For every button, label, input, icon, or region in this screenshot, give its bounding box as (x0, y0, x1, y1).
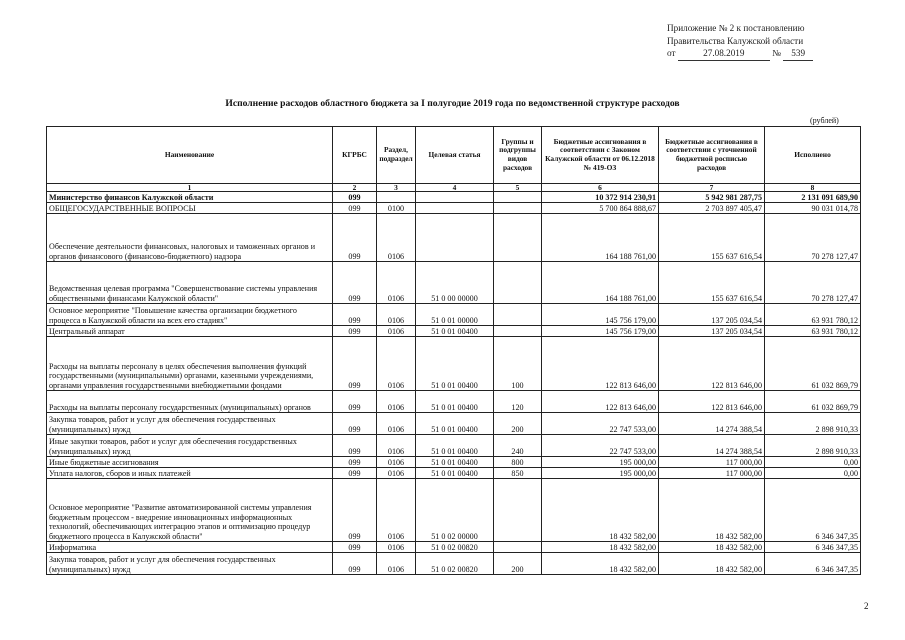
cell-schedule-allocation: 137 205 034,54 (659, 304, 765, 326)
cell-section: 0106 (377, 391, 416, 413)
col-header-target: Целевая статья (416, 127, 494, 184)
cell-schedule-allocation: 117 000,00 (659, 468, 765, 479)
col-header-executed: Исполнено (765, 127, 861, 184)
units-label: (рублей) (810, 116, 839, 125)
cell-kgrbs: 099 (333, 553, 377, 575)
cell-expense-group (494, 214, 542, 262)
cell-name: Основное мероприятие "Повышение качества организации бюджетного процесса в Калужской области на всех его стадиях" (47, 304, 333, 326)
cell-name: Расходы на выплаты персоналу в целях обеспечения выполнения функций государственными (муниципальными) органами, казенными учреждениями, органами управления государственными внебюджетными фондами (47, 337, 333, 391)
cell-expense-group: 240 (494, 435, 542, 457)
cell-target: 51 0 01 00400 (416, 413, 494, 435)
cell-law-allocation: 195 000,00 (542, 457, 659, 468)
table-row (47, 203, 861, 214)
col-number: 1 (47, 184, 333, 192)
cell-section: 0106 (377, 468, 416, 479)
cell-section: 0100 (377, 203, 416, 214)
table-row (47, 326, 861, 337)
cell-kgrbs: 099 (333, 214, 377, 262)
table-body (47, 192, 861, 575)
cell-expense-group (494, 203, 542, 214)
cell-section: 0106 (377, 435, 416, 457)
table-row (47, 391, 861, 413)
cell-section: 0106 (377, 479, 416, 542)
table-row (47, 262, 861, 304)
cell-executed: 6 346 347,35 (765, 542, 861, 553)
resolution-number: 539 (783, 47, 813, 61)
cell-kgrbs: 099 (333, 326, 377, 337)
table-row (47, 553, 861, 575)
expenditure-table (46, 126, 861, 575)
cell-name: Закупка товаров, работ и услуг для обеспечения государственных (муниципальных) нужд (47, 553, 333, 575)
cell-schedule-allocation: 122 813 646,00 (659, 337, 765, 391)
col-number: 2 (333, 184, 377, 192)
cell-schedule-allocation: 18 432 582,00 (659, 553, 765, 575)
cell-kgrbs: 099 (333, 262, 377, 304)
cell-schedule-allocation: 155 637 616,54 (659, 214, 765, 262)
cell-name: Информатика (47, 542, 333, 553)
cell-law-allocation: 22 747 533,00 (542, 435, 659, 457)
table-row (47, 192, 861, 203)
col-number: 4 (416, 184, 494, 192)
col-header-kgrbs: КГРБС (333, 127, 377, 184)
col-header-schedule-allocations: Бюджетные ассигнования в соответствии с уточненной бюджетной росписью расходов (659, 127, 765, 184)
cell-schedule-allocation: 137 205 034,54 (659, 326, 765, 337)
cell-executed: 61 032 869,79 (765, 337, 861, 391)
cell-target: 51 0 02 00820 (416, 553, 494, 575)
cell-law-allocation: 164 188 761,00 (542, 214, 659, 262)
appendix-line-2: Правительства Калужской области (667, 35, 804, 46)
cell-target: 51 0 01 00400 (416, 326, 494, 337)
number-label: № (772, 48, 781, 58)
cell-law-allocation: 164 188 761,00 (542, 262, 659, 304)
cell-target (416, 203, 494, 214)
cell-schedule-allocation: 2 703 897 405,47 (659, 203, 765, 214)
cell-law-allocation: 122 813 646,00 (542, 391, 659, 413)
cell-executed: 6 346 347,35 (765, 553, 861, 575)
col-header-expense-group: Группы и подгруппы видов расходов (494, 127, 542, 184)
cell-target: 51 0 01 00400 (416, 391, 494, 413)
cell-section: 0106 (377, 214, 416, 262)
table-row (47, 214, 861, 262)
cell-name: ОБЩЕГОСУДАРСТВЕННЫЕ ВОПРОСЫ (47, 203, 333, 214)
cell-executed: 61 032 869,79 (765, 391, 861, 413)
cell-schedule-allocation: 122 813 646,00 (659, 391, 765, 413)
cell-law-allocation: 122 813 646,00 (542, 337, 659, 391)
cell-law-allocation: 5 700 864 888,67 (542, 203, 659, 214)
cell-name: Ведомственная целевая программа "Совершенствование системы управления общественными финансами Калужской области" (47, 262, 333, 304)
cell-target (416, 192, 494, 203)
cell-section: 0106 (377, 457, 416, 468)
cell-expense-group (494, 262, 542, 304)
cell-name: Иные бюджетные ассигнования (47, 457, 333, 468)
cell-name: Расходы на выплаты персоналу государственных (муниципальных) органов (47, 391, 333, 413)
col-number: 8 (765, 184, 861, 192)
table-row (47, 468, 861, 479)
page-number: 2 (864, 601, 869, 611)
cell-expense-group (494, 304, 542, 326)
cell-expense-group (494, 542, 542, 553)
cell-name: Министерство финансов Калужской области (47, 192, 333, 203)
cell-law-allocation: 195 000,00 (542, 468, 659, 479)
cell-name: Уплата налогов, сборов и иных платежей (47, 468, 333, 479)
cell-kgrbs: 099 (333, 542, 377, 553)
from-label: от (667, 48, 676, 58)
table-row (47, 542, 861, 553)
cell-schedule-allocation: 117 000,00 (659, 457, 765, 468)
cell-law-allocation: 18 432 582,00 (542, 553, 659, 575)
cell-name: Закупка товаров, работ и услуг для обеспечения государственных (муниципальных) нужд (47, 413, 333, 435)
cell-executed: 90 031 014,78 (765, 203, 861, 214)
cell-target: 51 0 01 00400 (416, 337, 494, 391)
cell-schedule-allocation: 14 274 388,54 (659, 435, 765, 457)
cell-section: 0106 (377, 542, 416, 553)
cell-target: 51 0 01 00000 (416, 304, 494, 326)
cell-name: Иные закупки товаров, работ и услуг для обеспечения государственных (муниципальных) нужд (47, 435, 333, 457)
cell-expense-group: 850 (494, 468, 542, 479)
cell-executed: 63 931 780,12 (765, 304, 861, 326)
cell-kgrbs: 099 (333, 413, 377, 435)
table-row (47, 435, 861, 457)
cell-expense-group (494, 192, 542, 203)
resolution-date: 27.08.2019 (678, 47, 770, 61)
col-number: 3 (377, 184, 416, 192)
cell-kgrbs: 099 (333, 468, 377, 479)
cell-schedule-allocation: 18 432 582,00 (659, 542, 765, 553)
appendix-line-1: Приложение № 2 к постановлению (667, 23, 805, 33)
table-row (47, 304, 861, 326)
table-row (47, 479, 861, 542)
cell-law-allocation: 22 747 533,00 (542, 413, 659, 435)
cell-expense-group: 800 (494, 457, 542, 468)
cell-name: Центральный аппарат (47, 326, 333, 337)
cell-executed: 2 898 910,33 (765, 413, 861, 435)
cell-law-allocation: 18 432 582,00 (542, 479, 659, 542)
cell-target: 51 0 02 00000 (416, 479, 494, 542)
cell-executed: 2 898 910,33 (765, 435, 861, 457)
col-number: 6 (542, 184, 659, 192)
col-header-name: Наименование (47, 127, 333, 184)
cell-law-allocation: 10 372 914 230,91 (542, 192, 659, 203)
document-title: Исполнение расходов областного бюджета за I полугодие 2019 года по ведомственной структуре расходов (225, 98, 680, 109)
cell-kgrbs: 099 (333, 391, 377, 413)
cell-schedule-allocation: 5 942 981 287,75 (659, 192, 765, 203)
cell-kgrbs: 099 (333, 192, 377, 203)
cell-target: 51 0 01 00400 (416, 457, 494, 468)
col-number: 7 (659, 184, 765, 192)
cell-law-allocation: 145 756 179,00 (542, 326, 659, 337)
table-header-row (47, 127, 861, 184)
cell-executed: 63 931 780,12 (765, 326, 861, 337)
cell-schedule-allocation: 14 274 388,54 (659, 413, 765, 435)
cell-schedule-allocation: 18 432 582,00 (659, 479, 765, 542)
cell-kgrbs: 099 (333, 304, 377, 326)
cell-expense-group (494, 326, 542, 337)
cell-executed: 70 278 127,47 (765, 262, 861, 304)
cell-expense-group (494, 479, 542, 542)
cell-expense-group: 200 (494, 553, 542, 575)
cell-target: 51 0 02 00820 (416, 542, 494, 553)
cell-target: 51 0 01 00400 (416, 468, 494, 479)
cell-schedule-allocation: 155 637 616,54 (659, 262, 765, 304)
column-number-row (47, 184, 861, 192)
cell-section: 0106 (377, 413, 416, 435)
cell-target (416, 214, 494, 262)
cell-expense-group: 200 (494, 413, 542, 435)
cell-kgrbs: 099 (333, 479, 377, 542)
cell-target: 51 0 01 00400 (416, 435, 494, 457)
table-row (47, 457, 861, 468)
cell-section: 0106 (377, 337, 416, 391)
appendix-date-line (667, 47, 867, 61)
cell-name: Обеспечение деятельности финансовых, налоговых и таможенных органов и органов финансового (финансово-бюджетного) надзора (47, 214, 333, 262)
cell-section: 0106 (377, 304, 416, 326)
cell-section: 0106 (377, 326, 416, 337)
col-number: 5 (494, 184, 542, 192)
appendix-header (667, 22, 867, 61)
cell-expense-group: 100 (494, 337, 542, 391)
cell-law-allocation: 18 432 582,00 (542, 542, 659, 553)
cell-section (377, 192, 416, 203)
cell-executed: 2 131 091 689,90 (765, 192, 861, 203)
cell-section: 0106 (377, 262, 416, 304)
cell-section: 0106 (377, 553, 416, 575)
table-row (47, 413, 861, 435)
cell-executed: 0,00 (765, 468, 861, 479)
cell-law-allocation: 145 756 179,00 (542, 304, 659, 326)
col-header-law-allocations: Бюджетные ассигнования в соответствии с Законом Калужской области от 06.12.2018 № 419-ОЗ (542, 127, 659, 184)
cell-executed: 70 278 127,47 (765, 214, 861, 262)
cell-kgrbs: 099 (333, 337, 377, 391)
cell-name: Основное мероприятие "Развитие автоматизированной системы управления бюджетным процессом - внедрение инновационных информационных технологий, обеспечивающих интеграцию этапов и оптимизацию процедур бюджетного процесса в Калужской области" (47, 479, 333, 542)
cell-kgrbs: 099 (333, 203, 377, 214)
cell-expense-group: 120 (494, 391, 542, 413)
col-header-section: Раздел, подраздел (377, 127, 416, 184)
cell-executed: 6 346 347,35 (765, 479, 861, 542)
cell-kgrbs: 099 (333, 435, 377, 457)
table-row (47, 337, 861, 391)
cell-kgrbs: 099 (333, 457, 377, 468)
cell-target: 51 0 00 00000 (416, 262, 494, 304)
cell-executed: 0,00 (765, 457, 861, 468)
